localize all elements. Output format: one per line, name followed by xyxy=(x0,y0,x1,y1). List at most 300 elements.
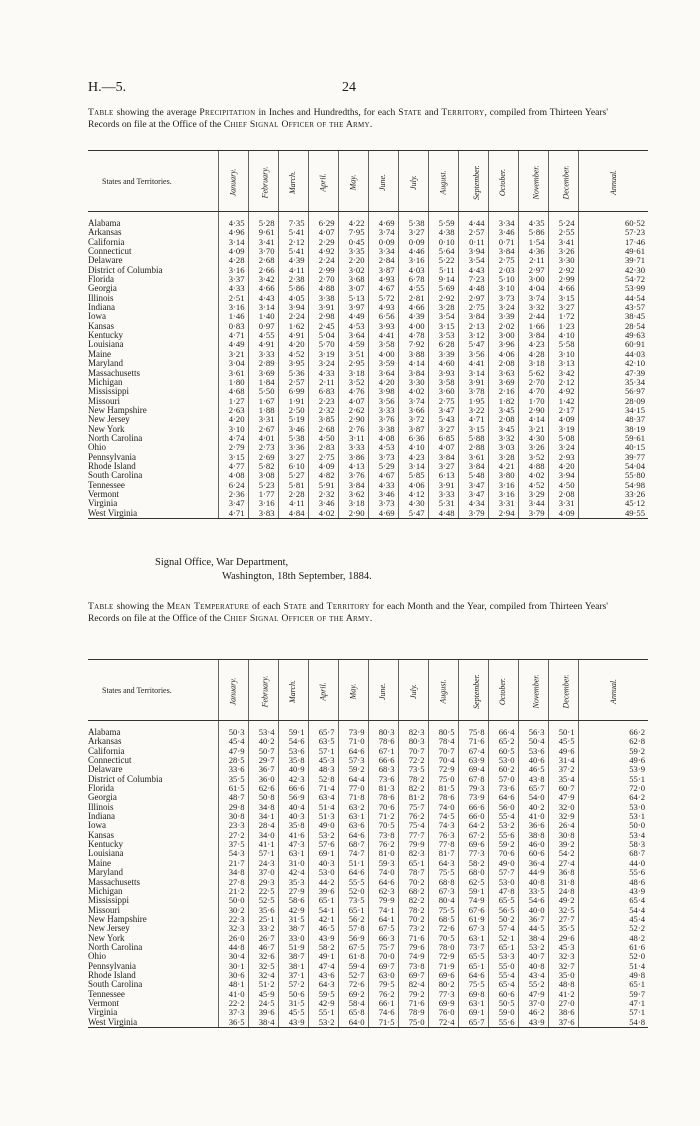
value-cell: 64·3 xyxy=(308,980,338,989)
value-cell: 4·12 xyxy=(398,490,428,499)
value-cell: 4·66 xyxy=(248,284,278,293)
value-cell: 0·10 xyxy=(428,238,458,247)
value-cell: 45·12 xyxy=(578,499,648,508)
value-cell: 2·03 xyxy=(488,266,518,275)
value-cell: 4·36 xyxy=(518,247,548,256)
state-name: Connecticut xyxy=(88,755,132,766)
month-header-label: January. xyxy=(228,677,238,706)
value-cell: 47·4 xyxy=(308,962,338,971)
value-cell: 3·58 xyxy=(368,340,398,349)
value-cell: 47·3 xyxy=(278,840,308,849)
value-cell: 40·4 xyxy=(278,803,308,812)
value-cell: 3·69 xyxy=(248,369,278,378)
month-column-header xyxy=(518,660,548,721)
value-cell: 34·15 xyxy=(578,406,648,415)
value-cell: 3·62 xyxy=(338,490,368,499)
value-cell: 4·41 xyxy=(368,331,398,340)
state-name: Illinois xyxy=(88,801,114,812)
value-cell: 53·0 xyxy=(488,756,518,765)
month-column-header xyxy=(218,151,248,212)
value-cell: 3·95 xyxy=(278,359,308,368)
state-name: Mississippi xyxy=(88,895,130,906)
value-cell: 4·88 xyxy=(308,284,338,293)
value-cell: 31·0 xyxy=(278,859,308,868)
precipitation-table xyxy=(88,150,648,519)
value-cell: 73·6 xyxy=(368,775,398,784)
value-cell: 44·54 xyxy=(578,294,648,303)
value-cell: 0·09 xyxy=(398,238,428,247)
value-cell: 71·0 xyxy=(338,737,368,746)
value-cell: 69·8 xyxy=(458,990,488,999)
value-cell: 3·41 xyxy=(248,238,278,247)
state-name: New Jersey xyxy=(88,923,130,934)
value-cell: 57·1 xyxy=(308,747,338,756)
value-cell: 40·2 xyxy=(518,803,548,812)
value-cell: 4·00 xyxy=(368,350,398,359)
value-cell: 81·2 xyxy=(398,793,428,802)
month-header-label: November. xyxy=(531,165,540,200)
value-cell: 2·81 xyxy=(398,294,428,303)
state-name: Rhode Island xyxy=(88,969,136,980)
value-cell: 2·32 xyxy=(308,490,338,499)
value-cell: 71·6 xyxy=(398,934,428,943)
value-cell: 35·4 xyxy=(548,775,578,784)
states-column-header: States and Territories. xyxy=(88,660,218,721)
value-cell: 60·5 xyxy=(488,747,518,756)
value-cell: 61·5 xyxy=(218,784,248,793)
value-cell: 3·54 xyxy=(428,312,458,321)
value-cell: 4·35 xyxy=(218,212,248,229)
value-cell: 67·8 xyxy=(458,775,488,784)
value-cell: 48·2 xyxy=(578,934,648,943)
value-cell: 52·0 xyxy=(338,887,368,896)
value-cell: 3·74 xyxy=(398,397,428,406)
caption-text: for each Month and the Year, compiled from Thirteen Years' Records on file at the Office of the xyxy=(88,601,609,624)
value-cell: 3·87 xyxy=(368,266,398,275)
state-name: Indiana xyxy=(88,811,115,822)
value-cell: 40·3 xyxy=(278,812,308,821)
table-row xyxy=(88,1018,648,1028)
value-cell: 2·28 xyxy=(278,490,308,499)
value-cell: 2·75 xyxy=(428,397,458,406)
value-cell: 30·6 xyxy=(218,971,248,980)
value-cell: 6·85 xyxy=(428,434,458,443)
value-cell: 3·16 xyxy=(398,256,428,265)
value-cell: 6·83 xyxy=(308,387,338,396)
month-header-label: July. xyxy=(408,684,418,699)
header-row xyxy=(88,660,648,721)
value-cell: 3·28 xyxy=(428,303,458,312)
value-cell: 43·9 xyxy=(518,1018,548,1028)
value-cell: 72·6 xyxy=(428,924,458,933)
value-cell: 57·6 xyxy=(308,840,338,849)
value-cell: 59·2 xyxy=(578,747,648,756)
value-cell: 43·6 xyxy=(308,971,338,980)
value-cell: 64·6 xyxy=(458,971,488,980)
value-cell: 48·1 xyxy=(218,980,248,989)
state-name: Louisiana xyxy=(88,848,124,859)
header-row xyxy=(88,151,648,212)
value-cell: 3·24 xyxy=(548,443,578,452)
value-cell: 39·6 xyxy=(248,1008,278,1017)
value-cell: 76·2 xyxy=(368,990,398,999)
value-cell: 63·0 xyxy=(368,971,398,980)
value-cell: 81·3 xyxy=(368,784,398,793)
state-name: Massachusetts xyxy=(88,367,140,378)
value-cell: 3·97 xyxy=(338,303,368,312)
state-name: Ohio xyxy=(88,951,106,962)
value-cell: 3·94 xyxy=(458,247,488,256)
state-name: New Jersey xyxy=(88,414,130,425)
value-cell: 49·0 xyxy=(308,821,338,830)
value-cell: 3·24 xyxy=(488,303,518,312)
value-cell: 5·47 xyxy=(458,340,488,349)
value-cell: 49·2 xyxy=(548,896,578,905)
value-cell: 2·76 xyxy=(338,425,368,434)
value-cell: 5·38 xyxy=(278,434,308,443)
value-cell: 75·0 xyxy=(428,775,458,784)
value-cell: 0·11 xyxy=(458,238,488,247)
value-cell: 4·00 xyxy=(398,322,428,331)
value-cell: 3·85 xyxy=(308,415,338,424)
value-cell: 3·18 xyxy=(518,359,548,368)
value-cell: 45·5 xyxy=(548,737,578,746)
value-cell: 53·1 xyxy=(578,812,648,821)
value-cell: 47·8 xyxy=(488,887,518,896)
value-cell: 3·78 xyxy=(458,387,488,396)
value-cell: 5·04 xyxy=(308,331,338,340)
value-cell: 54·3 xyxy=(218,849,248,858)
value-cell: 49·6 xyxy=(548,747,578,756)
month-header-label: September. xyxy=(471,165,481,200)
value-cell: 25·1 xyxy=(248,915,278,924)
value-cell: 63·1 xyxy=(278,849,308,858)
value-cell: 70·6 xyxy=(368,803,398,812)
value-cell: 48·3 xyxy=(308,765,338,774)
value-cell: 65·1 xyxy=(578,980,648,989)
state-name: California xyxy=(88,745,125,756)
value-cell: 6·10 xyxy=(278,462,308,471)
value-cell: 3·96 xyxy=(488,340,518,349)
value-cell: 66·0 xyxy=(458,812,488,821)
value-cell: 2·23 xyxy=(308,397,338,406)
value-cell: 4·20 xyxy=(278,340,308,349)
value-cell: 44·5 xyxy=(518,924,548,933)
value-cell: 2·55 xyxy=(548,228,578,237)
value-cell: 5·36 xyxy=(278,369,308,378)
value-cell: 73·8 xyxy=(368,831,398,840)
value-cell: 3·31 xyxy=(548,499,578,508)
value-cell: 3·46 xyxy=(368,490,398,499)
value-cell: 63·1 xyxy=(458,934,488,943)
value-cell: 4·20 xyxy=(218,415,248,424)
value-cell: 40·0 xyxy=(518,906,548,915)
value-cell: 67·3 xyxy=(428,887,458,896)
value-cell: 72·0 xyxy=(578,784,648,793)
value-cell: 50·7 xyxy=(248,747,278,756)
value-cell: 58·4 xyxy=(338,999,368,1008)
value-cell: 57·0 xyxy=(488,775,518,784)
value-cell: 4·39 xyxy=(398,312,428,321)
value-cell: 75·5 xyxy=(428,906,458,915)
value-cell: 26·7 xyxy=(248,934,278,943)
state-name: Louisiana xyxy=(88,339,124,350)
value-cell: 3·19 xyxy=(308,350,338,359)
value-cell: 80·5 xyxy=(428,721,458,738)
value-cell: 53·0 xyxy=(578,803,648,812)
value-cell: 6·13 xyxy=(428,471,458,480)
value-cell: 69·7 xyxy=(398,971,428,980)
value-cell: 1·95 xyxy=(458,397,488,406)
value-cell: 34·8 xyxy=(248,803,278,812)
state-name: Delaware xyxy=(88,764,123,775)
state-name: Maine xyxy=(88,857,111,868)
value-cell: 4·04 xyxy=(518,284,548,293)
value-cell: 35·8 xyxy=(278,756,308,765)
value-cell: 3·16 xyxy=(218,303,248,312)
value-cell: 3·35 xyxy=(338,247,368,256)
value-cell: 44·2 xyxy=(308,878,338,887)
value-cell: 3·33 xyxy=(338,443,368,452)
value-cell: 43·8 xyxy=(518,775,548,784)
month-column-header xyxy=(548,660,578,721)
value-cell: 70·2 xyxy=(398,878,428,887)
value-cell: 67·2 xyxy=(458,831,488,840)
value-cell: 72·6 xyxy=(338,980,368,989)
month-header-label: November. xyxy=(531,674,540,709)
value-cell: 40·6 xyxy=(518,756,548,765)
table-row xyxy=(88,721,648,738)
value-cell: 54·2 xyxy=(548,849,578,858)
value-cell: 59·0 xyxy=(488,1008,518,1017)
value-cell: 38·1 xyxy=(278,962,308,971)
value-cell: 5·91 xyxy=(308,481,338,490)
value-cell: 4·48 xyxy=(428,509,458,519)
value-cell: 6·56 xyxy=(368,312,398,321)
month-column-header xyxy=(218,660,248,721)
value-cell: 3·04 xyxy=(218,359,248,368)
value-cell: 3·76 xyxy=(338,471,368,480)
value-cell: 3·34 xyxy=(368,247,398,256)
value-cell: 3·26 xyxy=(548,247,578,256)
month-header-label: May. xyxy=(348,683,358,700)
value-cell: 63·2 xyxy=(338,803,368,812)
value-cell: 4·30 xyxy=(398,499,428,508)
value-cell: 21·2 xyxy=(218,887,248,896)
value-cell: 36·6 xyxy=(518,821,548,830)
state-name: Vermont xyxy=(88,488,119,499)
value-cell: 68·3 xyxy=(368,765,398,774)
value-cell: 62·3 xyxy=(368,887,398,896)
value-cell: 3·42 xyxy=(548,369,578,378)
value-cell: 78·6 xyxy=(368,737,398,746)
value-cell: 65·4 xyxy=(488,980,518,989)
value-cell: 2·79 xyxy=(218,443,248,452)
value-cell: 56·5 xyxy=(488,906,518,915)
value-cell: 70·7 xyxy=(428,747,458,756)
state-name-cell xyxy=(88,434,218,443)
state-name: North Carolina xyxy=(88,432,143,443)
value-cell: 75·5 xyxy=(458,980,488,989)
state-name-cell xyxy=(88,812,218,821)
state-name: Maryland xyxy=(88,867,123,878)
value-cell: 54·8 xyxy=(578,1018,648,1028)
value-cell: 56·2 xyxy=(338,915,368,924)
value-cell: 73·5 xyxy=(398,765,428,774)
value-cell: 70·2 xyxy=(398,915,428,924)
state-name: Delaware xyxy=(88,255,123,266)
value-cell: 3·47 xyxy=(458,481,488,490)
month-header-label: February. xyxy=(259,166,269,199)
value-cell: 32·9 xyxy=(548,812,578,821)
value-cell: 31·4 xyxy=(548,756,578,765)
value-cell: 4·68 xyxy=(218,387,248,396)
value-cell: 78·2 xyxy=(398,775,428,784)
month-column-header xyxy=(308,660,338,721)
value-cell: 38·4 xyxy=(248,1018,278,1028)
value-cell: 29·6 xyxy=(548,934,578,943)
value-cell: 2·11 xyxy=(308,378,338,387)
value-cell: 79·5 xyxy=(368,980,398,989)
value-cell: 4·07 xyxy=(308,228,338,237)
value-cell: 77·7 xyxy=(398,831,428,840)
value-cell: 35·8 xyxy=(278,821,308,830)
value-cell: 4·14 xyxy=(398,359,428,368)
value-cell: 39·77 xyxy=(578,453,648,462)
value-cell: 3·29 xyxy=(518,490,548,499)
value-cell: 3·16 xyxy=(488,490,518,499)
value-cell: 3·13 xyxy=(548,359,578,368)
value-cell: 3·84 xyxy=(458,312,488,321)
value-cell: 27·9 xyxy=(278,887,308,896)
temperature-table xyxy=(88,659,648,1028)
value-cell: 21·7 xyxy=(218,859,248,868)
value-cell: 77·8 xyxy=(428,840,458,849)
month-column-header xyxy=(398,151,428,212)
value-cell: 42·4 xyxy=(278,868,308,877)
caption-emphasis: Mean Temperature xyxy=(166,601,250,612)
value-cell: 3·15 xyxy=(218,453,248,462)
value-cell: 59·7 xyxy=(578,990,648,999)
value-cell: 4·52 xyxy=(518,481,548,490)
value-cell: 3·38 xyxy=(368,425,398,434)
state-name: Alabama xyxy=(88,727,121,737)
value-cell: 47·9 xyxy=(518,990,548,999)
value-cell: 4·67 xyxy=(368,471,398,480)
value-cell: 3·61 xyxy=(218,369,248,378)
value-cell: 2·83 xyxy=(308,443,338,452)
state-name: Tennessee xyxy=(88,479,125,490)
value-cell: 65·1 xyxy=(488,943,518,952)
value-cell: 53·2 xyxy=(308,831,338,840)
value-cell: 4·41 xyxy=(458,359,488,368)
month-column-header xyxy=(338,660,368,721)
value-cell: 50·0 xyxy=(218,896,248,905)
value-cell: 70·5 xyxy=(368,821,398,830)
value-cell: 2·57 xyxy=(458,228,488,237)
value-cell: 4·71 xyxy=(218,331,248,340)
value-cell: 3·15 xyxy=(458,425,488,434)
value-cell: 68·0 xyxy=(458,868,488,877)
value-cell: 3·14 xyxy=(248,303,278,312)
value-cell: 5·08 xyxy=(548,434,578,443)
state-name: Virginia xyxy=(88,498,118,509)
value-cell: 3·14 xyxy=(398,462,428,471)
value-cell: 62·6 xyxy=(248,784,278,793)
value-cell: 49·1 xyxy=(308,952,338,961)
value-cell: 38·8 xyxy=(518,831,548,840)
state-name: Arkansas xyxy=(88,736,122,747)
value-cell: 57·2 xyxy=(278,980,308,989)
value-cell: 4·82 xyxy=(308,471,338,480)
value-cell: 3·91 xyxy=(458,378,488,387)
value-cell: 22·3 xyxy=(218,915,248,924)
month-column-header xyxy=(488,151,518,212)
state-name: Pennsylvania xyxy=(88,451,136,462)
value-cell: 2·75 xyxy=(308,453,338,462)
value-cell: 55·6 xyxy=(488,831,518,840)
value-cell: 3·10 xyxy=(548,350,578,359)
value-cell: 2·24 xyxy=(278,312,308,321)
value-cell: 3·80 xyxy=(488,471,518,480)
month-column-header xyxy=(458,151,488,212)
value-cell: 3·66 xyxy=(398,406,428,415)
value-cell: 68·5 xyxy=(428,915,458,924)
value-cell: 49·63 xyxy=(578,331,648,340)
value-cell: 59·2 xyxy=(338,765,368,774)
precipitation-table-caption xyxy=(88,107,608,131)
value-cell: 3·84 xyxy=(398,369,428,378)
value-cell: 2·98 xyxy=(308,312,338,321)
value-cell: 3·21 xyxy=(518,425,548,434)
state-name-cell xyxy=(88,303,218,312)
value-cell: 65·4 xyxy=(578,896,648,905)
value-cell: 55·1 xyxy=(578,775,648,784)
value-cell: 7·35 xyxy=(278,212,308,229)
value-cell: 4·48 xyxy=(458,284,488,293)
value-cell: 5·85 xyxy=(398,471,428,480)
value-cell: 3·84 xyxy=(488,247,518,256)
value-cell: 47·9 xyxy=(548,793,578,802)
value-cell: 46·5 xyxy=(308,924,338,933)
value-cell: 40·2 xyxy=(248,737,278,746)
value-cell: 2·62 xyxy=(338,406,368,415)
value-cell: 30·2 xyxy=(218,906,248,915)
value-cell: 54·6 xyxy=(518,896,548,905)
value-cell: 24·3 xyxy=(248,859,278,868)
value-cell: 7·23 xyxy=(458,275,488,284)
value-cell: 63·5 xyxy=(308,737,338,746)
value-cell: 27·2 xyxy=(218,831,248,840)
value-cell: 2·63 xyxy=(218,406,248,415)
month-column-header xyxy=(398,660,428,721)
value-cell: 53·3 xyxy=(488,952,518,961)
value-cell: 33·0 xyxy=(278,934,308,943)
value-cell: 3·32 xyxy=(518,303,548,312)
value-cell: 38·4 xyxy=(518,934,548,943)
value-cell: 5·48 xyxy=(458,471,488,480)
caption-emphasis: Territory xyxy=(441,107,485,118)
caption-emphasis: Chief Signal Officer of the Army xyxy=(223,119,370,130)
value-cell: 70·7 xyxy=(398,747,428,756)
value-cell: 2·88 xyxy=(458,443,488,452)
value-cell: 4·11 xyxy=(278,266,308,275)
value-cell: 53·2 xyxy=(308,1018,338,1028)
value-cell: 82·3 xyxy=(398,849,428,858)
month-header-label: July. xyxy=(408,175,418,190)
value-cell: 69·1 xyxy=(458,1008,488,1017)
value-cell: 5·69 xyxy=(428,284,458,293)
